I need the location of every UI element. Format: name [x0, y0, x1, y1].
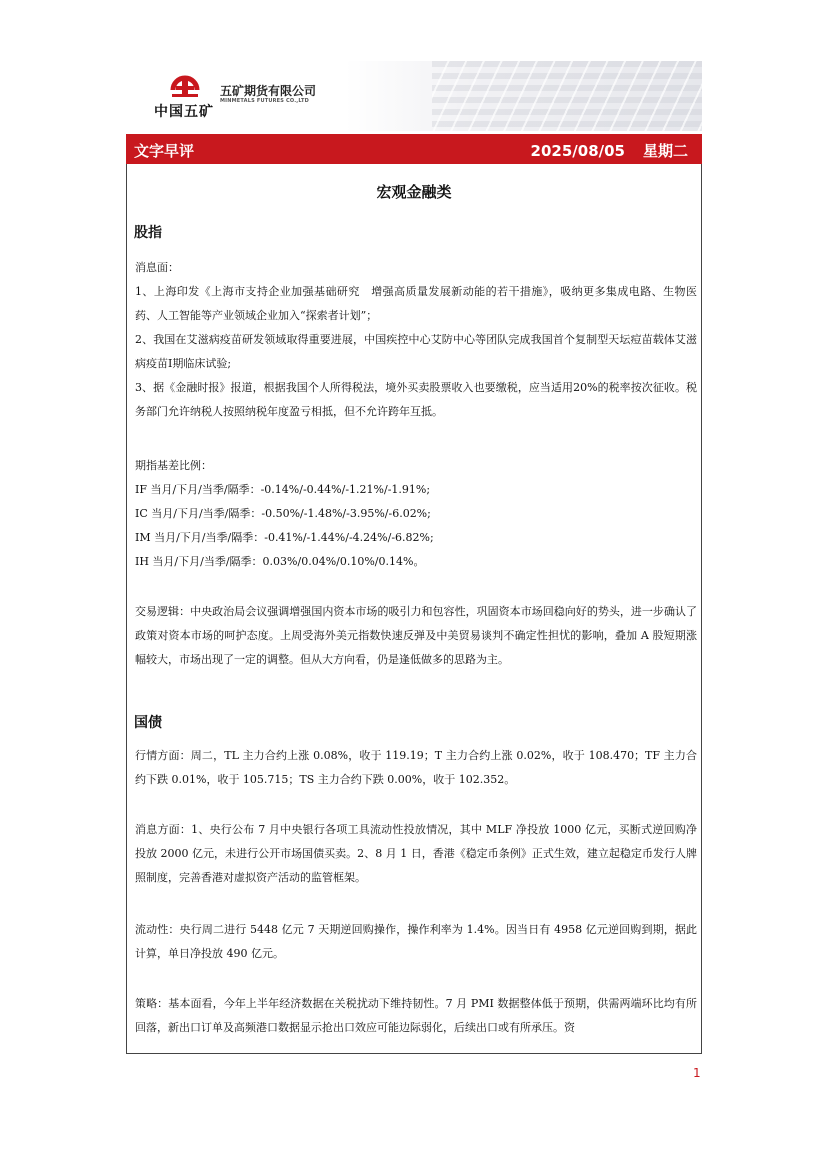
basis-if: IF 当月/下月/当季/隔季：-0.14%/-0.44%/-1.21%/-1.91%;	[135, 483, 431, 496]
report-type: 文字早评	[134, 142, 195, 160]
basis-ih: IH 当月/下月/当季/隔季：0.03%/0.04%/0.10%/0.14%。	[135, 555, 425, 568]
company-name-en: MINMETALS FUTURES CO.,LTD	[220, 98, 309, 104]
news-item-1: 1、上海印发《上海市支持企业加强基础研究 增强高质量发展新动能的若干措施》，吸纳更多集成电路、生物医药、人工智能等产业领域企业加入“探索者计划”；	[135, 285, 697, 322]
treasury-news: 消息方面：1、央行公布 7 月中央银行各项工具流动性投放情况，其中 MLF 净投放 1000 亿元，买断式逆回购净投放 2000 亿元，未进行公开市场国债买卖。2、8 月 1 日，香港《稳定币条例》正式生效，建立起稳定币发行人牌照制度，完善香港对虚拟资产活动的监管框架。	[135, 823, 697, 884]
report-date: 2025/08/05	[530, 142, 625, 160]
content-box	[126, 164, 702, 1054]
treasury-market: 行情方面：周二，TL 主力合约上涨 0.08%，收于 119.19；T 主力合约上涨 0.02%，收于 108.470；TF 主力合约下跌 0.01%，收于 105.715；TS 主力合约下跌 0.00%，收于 102.352。	[135, 749, 697, 786]
banner-decoration	[432, 61, 702, 131]
section-title: 宏观金融类	[376, 183, 452, 201]
company-name-cn: 五矿期货有限公司	[220, 84, 317, 98]
heading-treasury: 国债	[134, 715, 162, 731]
news-item-3: 3、据《金融时报》报道，根据我国个人所得税法，境外买卖股票收入也要缴税，应当适用20%的税率按次征收。税务部门允许纳税人按照纳税年度盈亏相抵，但不允许跨年互抵。	[135, 381, 697, 418]
report-weekday: 星期二	[642, 142, 688, 160]
trading-logic: 交易逻辑：中央政治局会议强调增强国内资本市场的吸引力和包容性，巩固资本市场回稳向好的势头，进一步确认了政策对资本市场的呵护态度。上周受海外美元指数快速反弹及中美贸易谈判不确定性担忧的影响，叠加 A 股短期涨幅较大，市场出现了一定的调整。但从大方向看，仍是逢低做多的思路为主。	[135, 605, 697, 666]
header-banner	[126, 61, 702, 131]
treasury-strategy: 策略：基本面看，今年上半年经济数据在关税扰动下维持韧性。7 月 PMI 数据整体低于预期，供需两端环比均有所回落，新出口订单及高频港口数据显示抢出口效应可能边际弱化，后续出口或有所承压。资	[135, 997, 697, 1034]
title-bar	[126, 134, 702, 164]
basis-label: 期指基差比例：	[135, 459, 212, 472]
report-date-group	[531, 140, 688, 161]
basis-im: IM 当月/下月/当季/隔季：-0.41%/-1.44%/-4.24%/-6.82%;	[135, 531, 434, 544]
news-item-2: 2、我国在艾滋病疫苗研发领域取得重要进展，中国疾控中心艾防中心等团队完成我国首个复制型天坛痘苗载体艾滋病疫苗Ⅰ期临床试验;	[135, 333, 697, 370]
treasury-liquidity: 流动性：央行周二进行 5448 亿元 7 天期逆回购操作，操作利率为 1.4%。因当日有 4958 亿元逆回购到期，据此计算，单日净投放 490 亿元。	[135, 923, 697, 960]
logo-text: 中国五矿	[154, 104, 214, 120]
company-logo-icon	[170, 70, 200, 98]
basis-ic: IC 当月/下月/当季/隔季：-0.50%/-1.48%/-3.95%/-6.02%;	[135, 507, 431, 520]
heading-stock-index: 股指	[134, 225, 162, 241]
page-number: 1	[693, 1066, 701, 1080]
news-label: 消息面：	[135, 261, 179, 274]
